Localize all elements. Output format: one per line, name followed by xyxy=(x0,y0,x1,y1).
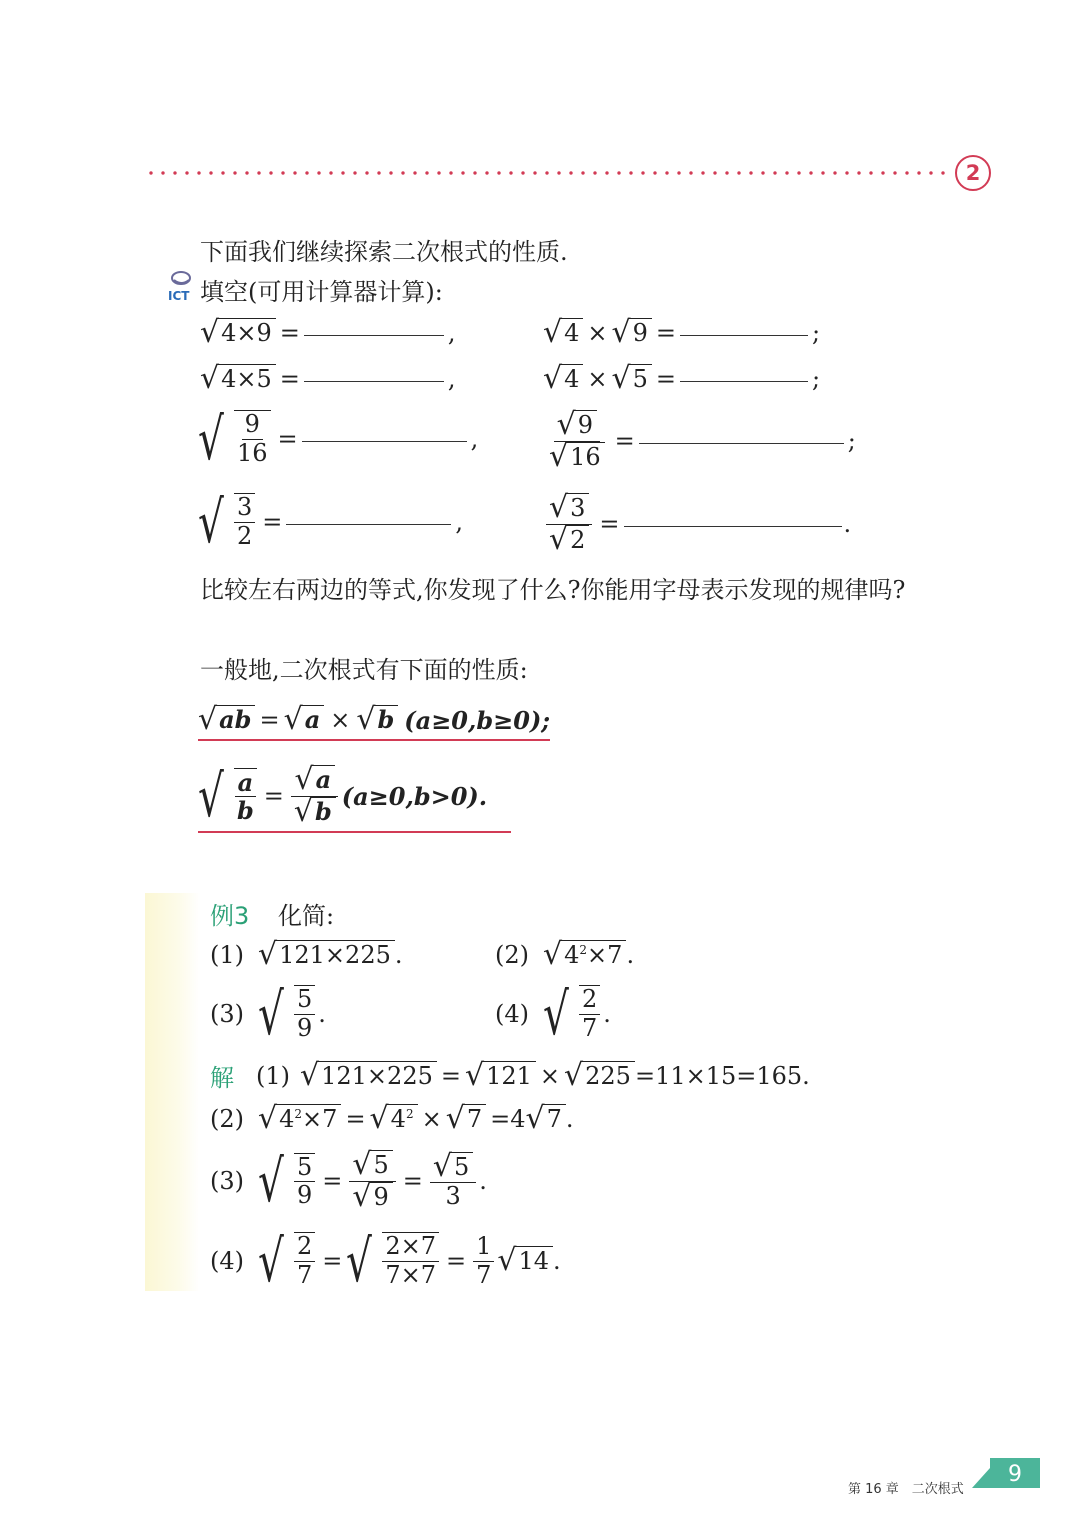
fill-row2-left: √ 4×5 = , xyxy=(200,361,456,396)
comparison-question: 比较左右两边的等式,你发现了什么?你能用字母表示发现的规律吗? xyxy=(200,576,906,604)
page-number: 9 xyxy=(990,1458,1040,1488)
answer-blank[interactable] xyxy=(624,522,842,527)
property-quotient-rule: √ $\frac{a}{b}$ = √ a √ b (a≥0,b>0). xyxy=(198,765,511,833)
fill-row1-left: √ 4×9 = , xyxy=(200,315,456,350)
section-number-badge: 2 xyxy=(955,155,991,191)
example-problem-1: (1) √ 121×225 . xyxy=(210,937,403,972)
example-title: 化简: xyxy=(278,902,335,930)
fill-row2-right: √ 4 × √ 5 = ; xyxy=(543,361,821,396)
answer-blank[interactable] xyxy=(286,520,451,525)
solution-label: 解 xyxy=(210,1064,234,1092)
answer-blank[interactable] xyxy=(639,439,844,444)
answer-blank[interactable] xyxy=(304,331,444,336)
solution-4: (4) √ $\frac{2}{7}$ = √ $\frac{2\times 7}{7\times 7}$ = $\frac{1}{7}$ √ 14 . xyxy=(210,1227,561,1295)
section-divider xyxy=(145,170,950,176)
example-label: 例3 xyxy=(210,902,250,930)
page-tab-corner xyxy=(972,1468,990,1488)
solution-1: 解 (1) √ 121×225 = √ 121 × √ 225 =11×15=165. xyxy=(210,1057,810,1093)
solution-2: (2) √ $4^2\times 7$ = √ $4^2$ × √ 7 =4 √ 7 . xyxy=(210,1101,574,1136)
answer-blank[interactable] xyxy=(680,377,808,382)
ict-icon xyxy=(166,268,198,302)
example-problem-3: (3) √ $\frac{5}{9}$ . xyxy=(210,980,326,1048)
fill-row4-right: √ 3 √ 2 = . xyxy=(543,493,851,555)
example-problem-4: (4) √ $\frac{2}{7}$ . xyxy=(495,980,611,1048)
intro-text: 下面我们继续探索二次根式的性质. xyxy=(200,238,568,266)
fill-blank-instruction: 填空(可用计算器计算): xyxy=(200,278,443,306)
fill-row4-left: √ $\frac{3}{2}$ = , xyxy=(198,488,463,556)
property-product-rule: √ ab = √ a × √ b (a≥0,b≥0); xyxy=(198,705,550,741)
fill-row1-right: √ 4 × √ 9 = ; xyxy=(543,315,821,350)
property-intro: 一般地,二次根式有下面的性质: xyxy=(200,656,528,684)
svg-text:ICT: ICT xyxy=(168,289,190,303)
answer-blank[interactable] xyxy=(680,331,808,336)
answer-blank[interactable] xyxy=(302,437,467,442)
example-band xyxy=(145,893,200,1291)
chapter-title: 第 16 章 二次根式 xyxy=(848,1482,964,1497)
example-problem-2: (2) √ $4^2\times 7$ . xyxy=(495,937,635,972)
fill-row3-left: √ $\frac{9}{16}$ = , xyxy=(198,405,479,473)
solution-3: (3) √ $\frac{5}{9}$ = √ 5 √ 9 = √ 5 3 . xyxy=(210,1147,487,1216)
answer-blank[interactable] xyxy=(304,377,444,382)
fill-row3-right: √ 9 √ 16 = ; xyxy=(549,407,856,474)
